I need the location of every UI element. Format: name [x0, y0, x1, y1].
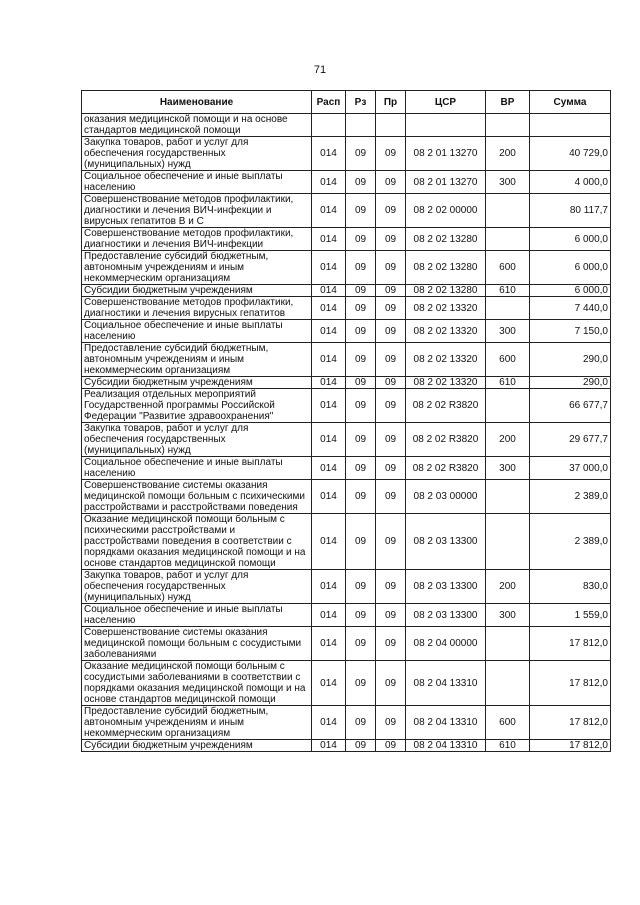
cell-vr: 200	[486, 137, 530, 171]
cell-vr: 300	[486, 320, 530, 343]
header-name: Наименование	[82, 91, 312, 114]
cell-rz: 09	[346, 480, 376, 514]
cell-vr	[486, 228, 530, 251]
table-row	[82, 389, 611, 423]
cell-rz: 09	[346, 706, 376, 740]
cell-name: Предоставление субсидий бюджетным, автономным учреждениям и иным некоммерческим организациям	[82, 343, 312, 377]
cell-name: Закупка товаров, работ и услуг для обеспечения государственных (муниципальных) нужд	[82, 423, 312, 457]
cell-rasp: 014	[312, 480, 346, 514]
cell-pr: 09	[376, 423, 406, 457]
cell-pr	[376, 114, 406, 137]
cell-rasp: 014	[312, 627, 346, 661]
cell-rasp: 014	[312, 604, 346, 627]
cell-csr: 08 2 02 13320	[406, 377, 486, 389]
cell-vr: 300	[486, 457, 530, 480]
cell-name: Оказание медицинской помощи больным с психическими расстройствами и расстройствами поведения в соответствии с порядками оказания медицинской помощи и на основе стандартов медицинской помощи	[82, 514, 312, 570]
cell-sum: 7 440,0	[530, 297, 611, 320]
cell-sum: 4 000,0	[530, 171, 611, 194]
cell-rasp: 014	[312, 457, 346, 480]
cell-rasp: 014	[312, 137, 346, 171]
cell-sum: 6 000,0	[530, 228, 611, 251]
cell-sum: 17 812,0	[530, 661, 611, 706]
cell-csr: 08 2 04 13310	[406, 706, 486, 740]
cell-rasp: 014	[312, 423, 346, 457]
table-row	[82, 480, 611, 514]
cell-sum: 29 677,7	[530, 423, 611, 457]
cell-name: Субсидии бюджетным учреждениям	[82, 285, 312, 297]
cell-name: Социальное обеспечение и иные выплаты населению	[82, 457, 312, 480]
cell-name: Социальное обеспечение и иные выплаты населению	[82, 171, 312, 194]
cell-rasp: 014	[312, 740, 346, 752]
cell-name: Предоставление субсидий бюджетным, автономным учреждениям и иным некоммерческим организациям	[82, 706, 312, 740]
table-header-row	[82, 91, 611, 114]
cell-pr: 09	[376, 228, 406, 251]
cell-sum: 290,0	[530, 377, 611, 389]
cell-rasp: 014	[312, 228, 346, 251]
cell-vr	[486, 297, 530, 320]
cell-rz	[346, 114, 376, 137]
cell-name: Совершенствование методов профилактики, диагностики и лечения ВИЧ-инфекции	[82, 228, 312, 251]
cell-sum: 290,0	[530, 343, 611, 377]
cell-csr: 08 2 02 13280	[406, 285, 486, 297]
cell-name: Субсидии бюджетным учреждениям	[82, 377, 312, 389]
cell-vr: 200	[486, 423, 530, 457]
cell-csr: 08 2 04 13310	[406, 661, 486, 706]
table-row	[82, 570, 611, 604]
cell-rasp: 014	[312, 389, 346, 423]
cell-csr	[406, 114, 486, 137]
cell-vr: 600	[486, 251, 530, 285]
cell-csr: 08 2 02 00000	[406, 194, 486, 228]
table-row	[82, 320, 611, 343]
cell-rasp: 014	[312, 251, 346, 285]
header-vr: ВР	[486, 91, 530, 114]
cell-vr	[486, 114, 530, 137]
cell-csr: 08 2 01 13270	[406, 171, 486, 194]
cell-name: Реализация отдельных мероприятий Государственной программы Российской Федерации "Развитие здравоохранения"	[82, 389, 312, 423]
cell-rz: 09	[346, 137, 376, 171]
cell-rasp: 014	[312, 297, 346, 320]
cell-sum: 830,0	[530, 570, 611, 604]
cell-name: Субсидии бюджетным учреждениям	[82, 740, 312, 752]
cell-sum: 17 812,0	[530, 740, 611, 752]
cell-sum: 2 389,0	[530, 480, 611, 514]
cell-name: Социальное обеспечение и иные выплаты населению	[82, 320, 312, 343]
cell-csr: 08 2 02 R3820	[406, 457, 486, 480]
cell-name: Совершенствование методов профилактики, диагностики и лечения вирусных гепатитов	[82, 297, 312, 320]
table-row	[82, 706, 611, 740]
cell-csr: 08 2 04 13310	[406, 740, 486, 752]
cell-csr: 08 2 02 13320	[406, 320, 486, 343]
cell-sum: 2 389,0	[530, 514, 611, 570]
cell-sum	[530, 114, 611, 137]
cell-vr: 610	[486, 740, 530, 752]
cell-rasp: 014	[312, 171, 346, 194]
cell-rz: 09	[346, 514, 376, 570]
cell-pr: 09	[376, 137, 406, 171]
cell-pr: 09	[376, 343, 406, 377]
cell-rasp: 014	[312, 194, 346, 228]
cell-csr: 08 2 03 00000	[406, 480, 486, 514]
cell-rz: 09	[346, 627, 376, 661]
page-number: 71	[313, 64, 327, 76]
cell-sum: 6 000,0	[530, 285, 611, 297]
cell-rasp: 014	[312, 343, 346, 377]
cell-sum: 6 000,0	[530, 251, 611, 285]
table-row	[82, 377, 611, 389]
cell-pr: 09	[376, 171, 406, 194]
cell-name: Социальное обеспечение и иные выплаты населению	[82, 604, 312, 627]
cell-rz: 09	[346, 740, 376, 752]
cell-csr: 08 2 02 13280	[406, 228, 486, 251]
cell-sum: 80 117,7	[530, 194, 611, 228]
table-row	[82, 423, 611, 457]
header-rasp: Расп	[312, 91, 346, 114]
cell-pr: 09	[376, 706, 406, 740]
table-row	[82, 661, 611, 706]
cell-name: Совершенствование системы оказания медицинской помощи больным с психическими расстройствами и расстройствами поведения	[82, 480, 312, 514]
header-csr: ЦСР	[406, 91, 486, 114]
table-row	[82, 514, 611, 570]
cell-vr: 300	[486, 171, 530, 194]
cell-vr: 200	[486, 570, 530, 604]
cell-vr	[486, 194, 530, 228]
cell-pr: 09	[376, 604, 406, 627]
cell-pr: 09	[376, 389, 406, 423]
cell-rz: 09	[346, 285, 376, 297]
cell-csr: 08 2 02 13280	[406, 251, 486, 285]
cell-pr: 09	[376, 377, 406, 389]
cell-rasp: 014	[312, 285, 346, 297]
cell-pr: 09	[376, 740, 406, 752]
cell-csr: 08 2 02 R3820	[406, 389, 486, 423]
cell-rz: 09	[346, 171, 376, 194]
cell-sum: 40 729,0	[530, 137, 611, 171]
cell-pr: 09	[376, 251, 406, 285]
table-row	[82, 604, 611, 627]
cell-rasp: 014	[312, 377, 346, 389]
cell-vr	[486, 389, 530, 423]
cell-csr: 08 2 02 13320	[406, 343, 486, 377]
cell-pr: 09	[376, 194, 406, 228]
cell-rz: 09	[346, 377, 376, 389]
cell-pr: 09	[376, 514, 406, 570]
table-row	[82, 343, 611, 377]
cell-name: Оказание медицинской помощи больным с сосудистыми заболеваниями в соответствии с порядками оказания медицинской помощи и на основе стандартов медицинской помощи	[82, 661, 312, 706]
cell-sum: 37 000,0	[530, 457, 611, 480]
table-row	[82, 627, 611, 661]
budget-table	[81, 90, 611, 752]
cell-pr: 09	[376, 627, 406, 661]
cell-pr: 09	[376, 570, 406, 604]
cell-rasp: 014	[312, 570, 346, 604]
cell-csr: 08 2 02 13320	[406, 297, 486, 320]
cell-vr: 300	[486, 604, 530, 627]
cell-rz: 09	[346, 457, 376, 480]
cell-sum: 7 150,0	[530, 320, 611, 343]
cell-name: оказания медицинской помощи и на основе стандартов медицинской помощи	[82, 114, 312, 137]
table-row	[82, 228, 611, 251]
header-sum: Сумма	[530, 91, 611, 114]
table-row	[82, 740, 611, 752]
cell-vr: 610	[486, 377, 530, 389]
cell-sum: 17 812,0	[530, 627, 611, 661]
cell-pr: 09	[376, 661, 406, 706]
cell-rz: 09	[346, 604, 376, 627]
table-row	[82, 194, 611, 228]
cell-rz: 09	[346, 570, 376, 604]
cell-sum: 1 559,0	[530, 604, 611, 627]
cell-rz: 09	[346, 228, 376, 251]
table-row	[82, 114, 611, 137]
table-row	[82, 171, 611, 194]
cell-name: Закупка товаров, работ и услуг для обеспечения государственных (муниципальных) нужд	[82, 570, 312, 604]
cell-rz: 09	[346, 194, 376, 228]
cell-rasp: 014	[312, 661, 346, 706]
cell-rz: 09	[346, 389, 376, 423]
table-row	[82, 251, 611, 285]
cell-rz: 09	[346, 297, 376, 320]
cell-rz: 09	[346, 343, 376, 377]
cell-name: Совершенствование методов профилактики, диагностики и лечения ВИЧ-инфекции и вирусных гепатитов В и С	[82, 194, 312, 228]
cell-pr: 09	[376, 457, 406, 480]
cell-csr: 08 2 03 13300	[406, 604, 486, 627]
cell-sum: 17 812,0	[530, 706, 611, 740]
cell-rz: 09	[346, 320, 376, 343]
cell-vr	[486, 480, 530, 514]
cell-rasp: 014	[312, 320, 346, 343]
cell-name: Закупка товаров, работ и услуг для обеспечения государственных (муниципальных) нужд	[82, 137, 312, 171]
cell-vr: 600	[486, 343, 530, 377]
cell-sum: 66 677,7	[530, 389, 611, 423]
cell-rz: 09	[346, 423, 376, 457]
cell-rz: 09	[346, 661, 376, 706]
table-row	[82, 137, 611, 171]
cell-vr: 610	[486, 285, 530, 297]
cell-csr: 08 2 03 13300	[406, 570, 486, 604]
cell-csr: 08 2 04 00000	[406, 627, 486, 661]
cell-name: Предоставление субсидий бюджетным, автономным учреждениям и иным некоммерческим организациям	[82, 251, 312, 285]
cell-rasp: 014	[312, 514, 346, 570]
cell-pr: 09	[376, 480, 406, 514]
cell-csr: 08 2 03 13300	[406, 514, 486, 570]
table-row	[82, 285, 611, 297]
cell-pr: 09	[376, 297, 406, 320]
cell-csr: 08 2 02 R3820	[406, 423, 486, 457]
cell-pr: 09	[376, 320, 406, 343]
cell-vr	[486, 661, 530, 706]
cell-rasp	[312, 114, 346, 137]
header-pr: Пр	[376, 91, 406, 114]
cell-rz: 09	[346, 251, 376, 285]
table-row	[82, 457, 611, 480]
cell-csr: 08 2 01 13270	[406, 137, 486, 171]
cell-rasp: 014	[312, 706, 346, 740]
cell-pr: 09	[376, 285, 406, 297]
header-rz: Рз	[346, 91, 376, 114]
table-row	[82, 297, 611, 320]
cell-name: Совершенствование системы оказания медицинской помощи больным с сосудистыми заболеваниями	[82, 627, 312, 661]
cell-vr: 600	[486, 706, 530, 740]
cell-vr	[486, 514, 530, 570]
cell-vr	[486, 627, 530, 661]
